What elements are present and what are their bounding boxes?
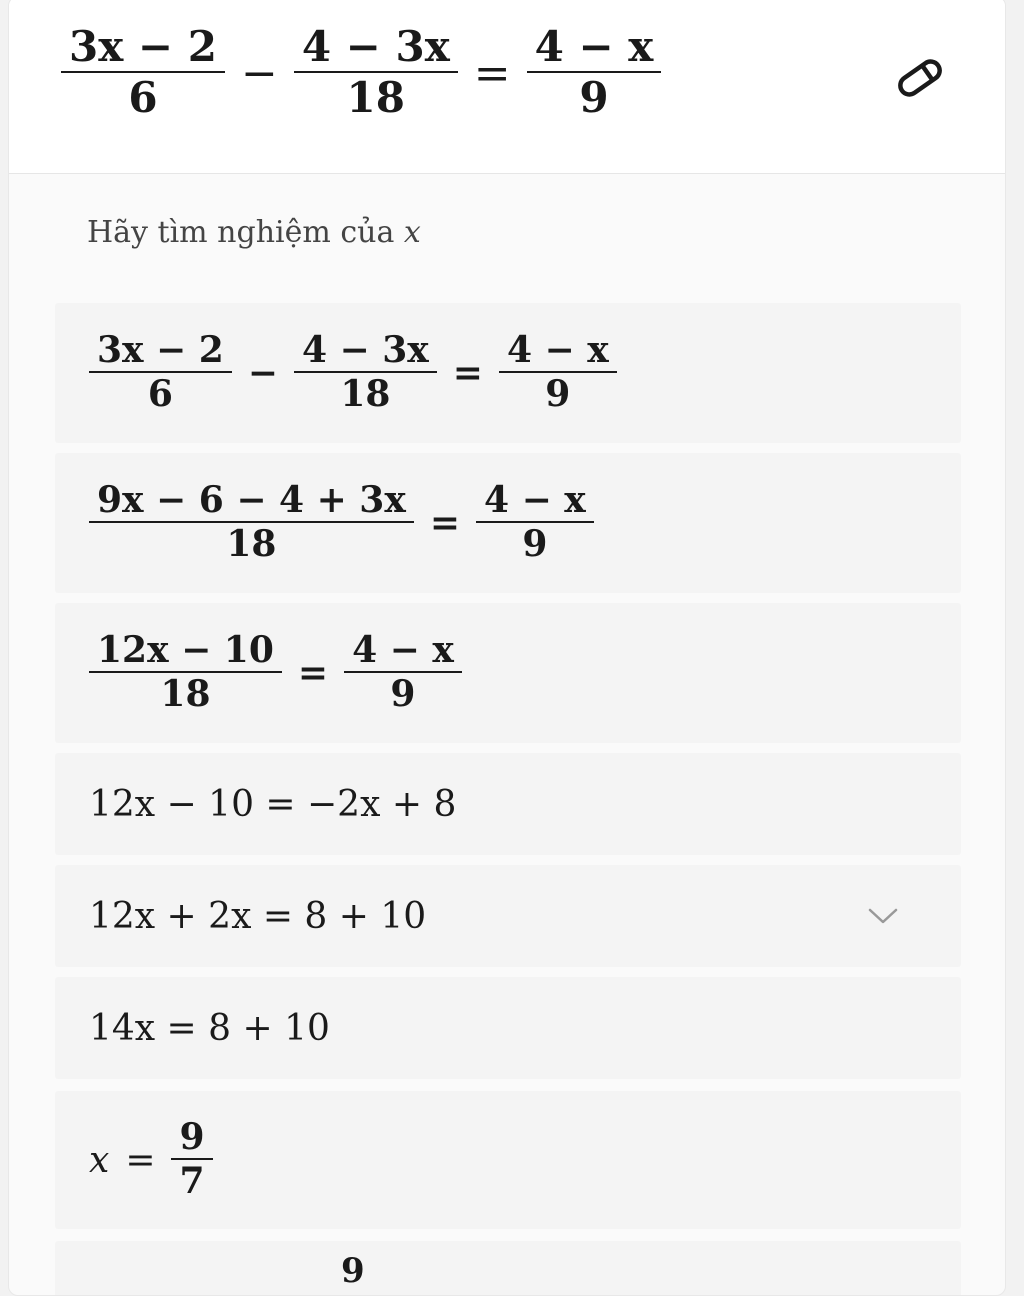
solution-step-partial — [55, 1241, 961, 1296]
denominator: 9 — [499, 371, 617, 416]
denominator: 18 — [89, 521, 414, 566]
variable: x — [89, 1139, 110, 1181]
step-equation — [89, 303, 617, 443]
equals-sign: = — [297, 652, 329, 694]
solution-step-expandable[interactable] — [55, 865, 961, 967]
solution-card — [8, 0, 1006, 1296]
numerator: 3x − 2 — [97, 328, 224, 371]
instruction-variable: x — [403, 215, 421, 250]
edit-button[interactable] — [891, 49, 949, 107]
numerator: 3x − 2 — [69, 21, 217, 71]
expand-step-button[interactable] — [865, 901, 901, 931]
step-equation — [89, 603, 462, 743]
fraction — [294, 330, 437, 417]
solution-step — [55, 603, 961, 743]
chevron-down-icon — [865, 901, 901, 931]
numerator: 12x − 10 — [97, 628, 274, 671]
equals-sign: = — [452, 352, 483, 394]
solution-step — [55, 753, 961, 855]
step-equation: 14x = 8 + 10 — [89, 1007, 330, 1049]
solution-step — [55, 1091, 961, 1229]
solution-step — [55, 977, 961, 1079]
denominator: 9 — [344, 671, 462, 716]
fraction — [89, 630, 282, 717]
denominator: 9 — [476, 521, 594, 566]
fraction — [61, 23, 225, 124]
fraction — [476, 480, 594, 567]
numerator: 4 − 3x — [301, 21, 450, 71]
equals-sign: = — [473, 47, 511, 99]
equals-sign: = — [125, 1139, 156, 1181]
numerator: 4 − 3x — [301, 328, 429, 371]
numerator: 4 − x — [483, 478, 586, 521]
partial-numerator: 9 — [341, 1251, 365, 1291]
numerator: 4 − x — [534, 21, 654, 71]
step-equation — [89, 1091, 213, 1229]
solution-step — [55, 303, 961, 443]
problem-equation — [61, 13, 661, 133]
denominator: 18 — [294, 71, 458, 123]
fraction — [294, 23, 458, 124]
step-equation: 12x − 10 = −2x + 8 — [89, 783, 457, 825]
problem-header — [9, 0, 1006, 174]
instruction-text — [87, 215, 421, 250]
numerator: 9 — [179, 1115, 205, 1158]
denominator: 6 — [89, 371, 232, 416]
fraction — [89, 330, 232, 417]
denominator: 7 — [171, 1158, 212, 1203]
denominator: 6 — [61, 71, 225, 123]
fraction — [89, 480, 414, 567]
operator: − — [247, 352, 278, 394]
operator: − — [240, 47, 278, 99]
denominator: 18 — [89, 671, 282, 716]
numerator: 4 − x — [352, 628, 454, 671]
solution-step — [55, 453, 961, 593]
denominator: 9 — [527, 71, 662, 123]
step-equation — [89, 453, 594, 593]
denominator: 18 — [294, 371, 437, 416]
fraction — [499, 330, 617, 417]
instruction-label: Hãy tìm nghiệm của — [87, 215, 395, 250]
fraction — [527, 23, 662, 124]
fraction — [171, 1117, 212, 1204]
step-equation: 12x + 2x = 8 + 10 — [89, 895, 427, 937]
fraction — [344, 630, 462, 717]
numerator: 9x − 6 − 4 + 3x — [97, 478, 406, 521]
pencil-icon — [891, 49, 949, 107]
numerator: 4 − x — [506, 328, 609, 371]
equals-sign: = — [429, 502, 460, 544]
